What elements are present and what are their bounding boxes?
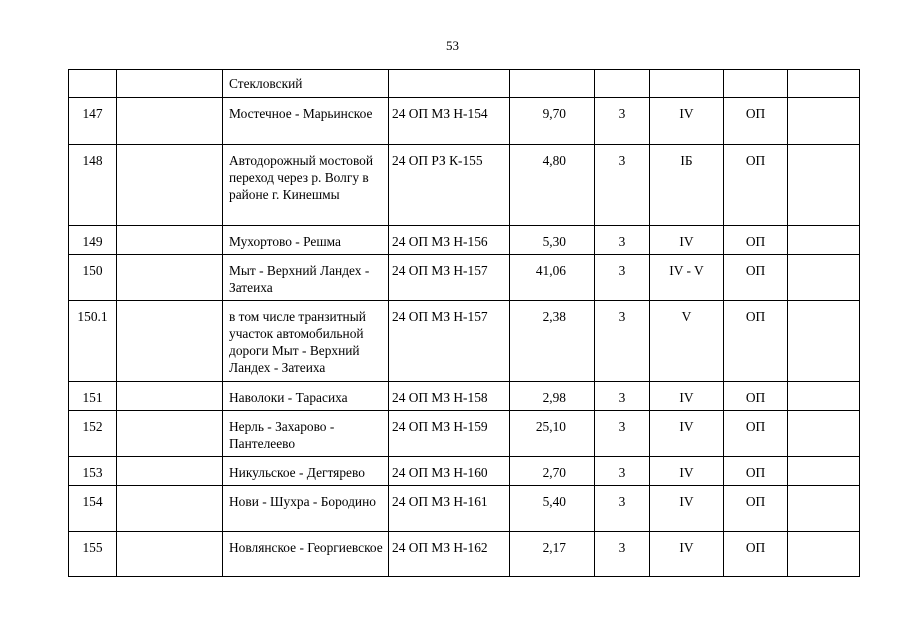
table-row xyxy=(69,301,860,382)
road-name: Наволоки - Тарасиха xyxy=(223,382,389,411)
road-type: ОП xyxy=(724,382,788,411)
table-row xyxy=(69,382,860,411)
road-code: 24 ОП МЗ Н-160 xyxy=(389,457,510,486)
road-code: 24 ОП МЗ Н-157 xyxy=(389,301,510,382)
road-code: 24 ОП МЗ Н-157 xyxy=(389,255,510,301)
empty-cell xyxy=(117,255,223,301)
road-category: IV xyxy=(650,411,724,457)
lanes: 3 xyxy=(595,486,650,532)
row-number: 149 xyxy=(69,226,117,255)
road-type xyxy=(724,70,788,98)
road-name: Мостечное - Марьинское xyxy=(223,98,389,145)
empty-cell xyxy=(117,532,223,577)
road-code: 24 ОП МЗ Н-156 xyxy=(389,226,510,255)
empty-cell xyxy=(117,457,223,486)
empty-cell xyxy=(117,145,223,226)
row-number: 150 xyxy=(69,255,117,301)
road-length: 41,06 xyxy=(510,255,595,301)
road-code: 24 ОП МЗ Н-161 xyxy=(389,486,510,532)
empty-cell xyxy=(117,301,223,382)
empty-cell xyxy=(117,411,223,457)
lanes: 3 xyxy=(595,457,650,486)
road-category: V xyxy=(650,301,724,382)
road-length: 2,70 xyxy=(510,457,595,486)
table-row xyxy=(69,532,860,577)
road-type: ОП xyxy=(724,301,788,382)
road-length: 2,17 xyxy=(510,532,595,577)
road-type: ОП xyxy=(724,457,788,486)
road-code: 24 ОП МЗ Н-159 xyxy=(389,411,510,457)
lanes: 3 xyxy=(595,98,650,145)
lanes: 3 xyxy=(595,301,650,382)
road-name: Стекловский xyxy=(223,70,389,98)
road-category: IV xyxy=(650,226,724,255)
row-number: 147 xyxy=(69,98,117,145)
road-length: 2,98 xyxy=(510,382,595,411)
road-length: 9,70 xyxy=(510,98,595,145)
empty-cell xyxy=(788,70,860,98)
table-row xyxy=(69,98,860,145)
lanes: 3 xyxy=(595,532,650,577)
road-type: ОП xyxy=(724,486,788,532)
road-type: ОП xyxy=(724,255,788,301)
road-code: 24 ОП МЗ Н-162 xyxy=(389,532,510,577)
road-type: ОП xyxy=(724,532,788,577)
road-name: Нови - Шухра - Бородино xyxy=(223,486,389,532)
lanes: 3 xyxy=(595,255,650,301)
table-row xyxy=(69,226,860,255)
lanes: 3 xyxy=(595,226,650,255)
table-row xyxy=(69,145,860,226)
empty-cell xyxy=(117,486,223,532)
road-category: IV xyxy=(650,98,724,145)
empty-cell xyxy=(788,301,860,382)
empty-cell xyxy=(117,70,223,98)
road-name: Мыт - Верхний Ландех - Затеиха xyxy=(223,255,389,301)
table-row xyxy=(69,486,860,532)
lanes xyxy=(595,70,650,98)
road-length: 25,10 xyxy=(510,411,595,457)
road-category: IБ xyxy=(650,145,724,226)
empty-cell xyxy=(788,382,860,411)
road-category: IV xyxy=(650,532,724,577)
empty-cell xyxy=(117,98,223,145)
road-type: ОП xyxy=(724,411,788,457)
road-length xyxy=(510,70,595,98)
road-type: ОП xyxy=(724,98,788,145)
empty-cell xyxy=(788,532,860,577)
table-row xyxy=(69,255,860,301)
lanes: 3 xyxy=(595,382,650,411)
road-length: 5,30 xyxy=(510,226,595,255)
road-category: IV xyxy=(650,382,724,411)
road-name: в том числе транзитный участок автомобильной дороги Мыт - Верхний Ландех - Затеиха xyxy=(223,301,389,382)
empty-cell xyxy=(788,411,860,457)
empty-cell xyxy=(788,98,860,145)
empty-cell xyxy=(117,382,223,411)
road-category xyxy=(650,70,724,98)
table-row xyxy=(69,70,860,98)
lanes: 3 xyxy=(595,411,650,457)
road-name: Никульское - Дегтярево xyxy=(223,457,389,486)
road-code xyxy=(389,70,510,98)
lanes: 3 xyxy=(595,145,650,226)
table-row xyxy=(69,457,860,486)
row-number xyxy=(69,70,117,98)
roads-table xyxy=(68,69,860,577)
road-name: Нерль - Захарово - Пантелеево xyxy=(223,411,389,457)
road-length: 2,38 xyxy=(510,301,595,382)
row-number: 151 xyxy=(69,382,117,411)
empty-cell xyxy=(788,255,860,301)
road-code: 24 ОП РЗ К-155 xyxy=(389,145,510,226)
empty-cell xyxy=(788,226,860,255)
road-name: Новлянское - Георгиевское xyxy=(223,532,389,577)
table-row xyxy=(69,411,860,457)
row-number: 150.1 xyxy=(69,301,117,382)
road-code: 24 ОП МЗ Н-158 xyxy=(389,382,510,411)
road-type: ОП xyxy=(724,226,788,255)
road-category: IV - V xyxy=(650,255,724,301)
road-length: 4,80 xyxy=(510,145,595,226)
road-length: 5,40 xyxy=(510,486,595,532)
empty-cell xyxy=(788,145,860,226)
row-number: 148 xyxy=(69,145,117,226)
table-body xyxy=(69,70,860,577)
road-code: 24 ОП МЗ Н-154 xyxy=(389,98,510,145)
road-name: Мухортово - Решма xyxy=(223,226,389,255)
road-category: IV xyxy=(650,486,724,532)
empty-cell xyxy=(117,226,223,255)
page-number: 53 xyxy=(446,38,459,53)
row-number: 153 xyxy=(69,457,117,486)
row-number: 152 xyxy=(69,411,117,457)
road-name: Автодорожный мостовой переход через р. Волгу в районе г. Кинешмы xyxy=(223,145,389,226)
empty-cell xyxy=(788,457,860,486)
row-number: 154 xyxy=(69,486,117,532)
road-type: ОП xyxy=(724,145,788,226)
empty-cell xyxy=(788,486,860,532)
road-category: IV xyxy=(650,457,724,486)
row-number: 155 xyxy=(69,532,117,577)
